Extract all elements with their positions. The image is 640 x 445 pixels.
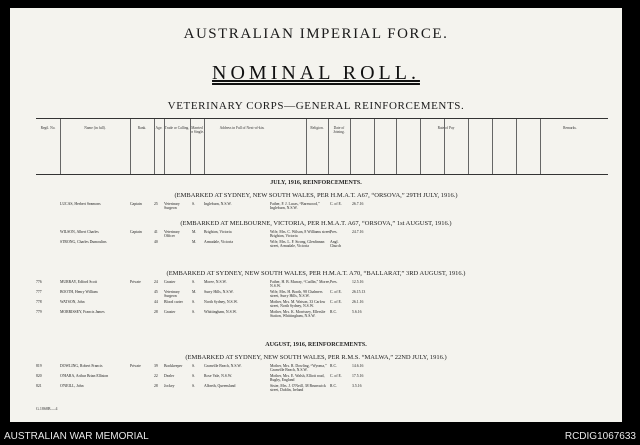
cell-age: 25 xyxy=(154,202,158,206)
cell-address: Granville Beach, N.S.W. xyxy=(204,364,242,368)
col-divider xyxy=(60,119,61,174)
col-divider xyxy=(540,119,541,174)
cell-married-single: S. xyxy=(192,384,196,388)
cell-date-joining: 5.6.16 xyxy=(352,310,362,314)
form-number: G.1868B.—4 xyxy=(36,406,58,411)
col-divider xyxy=(420,119,421,174)
section-heading-july: JULY, 1916, REINFORCEMENTS. xyxy=(270,180,362,186)
table-row xyxy=(36,384,608,393)
cell-age: 40 xyxy=(154,240,158,244)
table-row xyxy=(36,230,608,239)
cell-married-single: M. xyxy=(192,240,197,244)
cell-name: MURRAY, Edford Scott xyxy=(60,280,98,284)
cell-trade: Jockey xyxy=(164,384,175,388)
cell-trade: Grazier xyxy=(164,310,176,314)
cell-regtl-no: 777 xyxy=(36,290,42,294)
cell-age: 41 xyxy=(154,230,158,234)
cell-address: Albreth, Queensland xyxy=(204,384,236,388)
col-divider xyxy=(154,119,155,174)
col-header-name: Name (in full). xyxy=(84,126,106,130)
cell-religion: R.C. xyxy=(330,384,337,388)
col-divider xyxy=(468,119,469,174)
cell-date-joining: 24.7.16 xyxy=(352,230,364,234)
cell-married-single: S. xyxy=(192,300,196,304)
cell-address: Whittingham, N.S.W. xyxy=(204,310,237,314)
cell-married-single: S. xyxy=(192,374,196,378)
cell-next-of-kin: Mother, Mrs. R. Dowling, “Wyoma,” Granville Beach, N.S.W. xyxy=(270,364,327,373)
table-row xyxy=(36,300,608,309)
cell-next-of-kin: Sister, Mrs. J. O'Neill, 38 Brunswick street, Dublin, Ireland xyxy=(270,384,326,393)
cell-address: Surry Hills, N.S.W. xyxy=(204,290,234,294)
col-header-address: Address in Full of Next-of-kin. xyxy=(219,126,265,130)
cell-regtl-no: 776 xyxy=(36,280,42,284)
cell-name: O'NEILL, John xyxy=(60,384,84,388)
cell-religion: Pres. xyxy=(330,230,338,234)
section-heading-august: AUGUST, 1916, REINFORCEMENTS. xyxy=(265,342,367,348)
embarkation-heading: (EMBARKED AT SYDNEY, NEW SOUTH WALES, PER R.M.S. “MALWA,” 22ND JULY, 1916.) xyxy=(185,354,447,361)
cell-name: LUCAS, Herbert Seamons xyxy=(60,202,101,206)
cell-trade: Bookkeeper xyxy=(164,364,183,368)
cell-date-joining: 26.1.16 xyxy=(352,300,364,304)
col-header-regtl-no: Regtl. No. xyxy=(40,126,56,130)
cell-rank: Captain xyxy=(130,202,142,206)
table-row xyxy=(36,310,608,319)
col-header-age: Age. xyxy=(155,126,163,130)
cell-religion: C. of E. xyxy=(330,290,342,294)
col-divider xyxy=(190,119,191,174)
cell-next-of-kin: Wife, Mrs. H. Booth, 98 Chalmers street, Surry Hills, N.S.W. xyxy=(270,290,323,299)
cell-next-of-kin: Mother, Mrs. E. Walsh, Elliott road, Rugby, England xyxy=(270,374,325,383)
cell-married-single: M. xyxy=(192,230,197,234)
cell-next-of-kin: Mother, Mrs. M. Watson, 33 Carlow street, North Sydney, N.S.W. xyxy=(270,300,326,309)
cell-address: Armadale, Victoria xyxy=(204,240,234,244)
cell-age: 28 xyxy=(154,384,158,388)
cell-religion: R.C. xyxy=(330,310,337,314)
col-divider xyxy=(328,119,329,174)
col-divider xyxy=(164,119,165,174)
col-header-religion: Religion. xyxy=(310,126,324,130)
cell-name: WILSON, Albert Charles xyxy=(60,230,99,234)
cell-married-single: S. xyxy=(192,364,196,368)
table-row xyxy=(36,280,608,289)
cell-address: Rose Vale, N.S.W. xyxy=(204,374,233,378)
cell-address: North Sydney, N.S.W. xyxy=(204,300,238,304)
cell-rank: Private xyxy=(130,280,141,284)
cell-address: Ingleburn, N.S.W. xyxy=(204,202,232,206)
cell-name: STRONG, Charles Dumoulins xyxy=(60,240,107,244)
document-subtitle: NOMINAL ROLL. xyxy=(212,62,420,84)
cell-age: 22 xyxy=(154,374,158,378)
cell-trade: Veterinary Surgeon xyxy=(164,202,180,211)
archive-record-id: RCDIG1067633 xyxy=(564,431,636,442)
cell-name: DOWLING, Robert Francis xyxy=(60,364,103,368)
table-top-rule xyxy=(36,118,608,119)
col-divider xyxy=(374,119,375,174)
col-divider xyxy=(130,119,131,174)
cell-rank: Private xyxy=(130,364,141,368)
cell-address: Brighton, Victoria xyxy=(204,230,232,234)
cell-rank: Captain xyxy=(130,230,142,234)
cell-age: 24 xyxy=(154,280,158,284)
document-title: AUSTRALIAN IMPERIAL FORCE. xyxy=(183,26,449,42)
cell-religion: Pres. xyxy=(330,280,338,284)
table-header-rule xyxy=(36,174,608,175)
col-header-date-joining: Date of Joining. xyxy=(333,126,345,135)
table-row xyxy=(36,290,608,299)
archive-name: AUSTRALIAN WAR MEMORIAL xyxy=(4,431,149,442)
cell-age: 28 xyxy=(154,310,158,314)
cell-next-of-kin: Wife, Mrs. L. F. Strong, Glenfinnan street, Armadale, Victoria xyxy=(270,240,325,249)
cell-next-of-kin: Mother, Mrs. K. Morrissey, Ellerslie Station, Whittingham, N.S.W. xyxy=(270,310,326,319)
col-header-married-single: Married or Single. xyxy=(190,126,204,135)
col-header-trade: Trade or Calling. xyxy=(164,126,190,130)
nominal-roll-page xyxy=(10,8,622,422)
cell-married-single: S. xyxy=(192,202,196,206)
cell-regtl-no: 820 xyxy=(36,374,42,378)
cell-regtl-no: 779 xyxy=(36,310,42,314)
table-row xyxy=(36,374,608,383)
cell-age: 39 xyxy=(154,364,158,368)
cell-date-joining: 26.7.16 xyxy=(352,202,364,206)
cell-religion: C. of E. xyxy=(330,300,342,304)
cell-name: BOOTH, Henry William xyxy=(60,290,98,294)
col-divider xyxy=(350,119,351,174)
cell-trade: Veterinary Officer xyxy=(164,230,180,239)
cell-trade: Blood carter xyxy=(164,300,183,304)
cell-religion: C. of E. xyxy=(330,202,342,206)
col-divider xyxy=(516,119,517,174)
cell-age: 44 xyxy=(154,300,158,304)
col-divider xyxy=(204,119,205,174)
cell-date-joining: 14.6.16 xyxy=(352,364,364,368)
cell-next-of-kin: Wife, Mrs. C. Wilson, 8 Williams street, Brighton, Victoria xyxy=(270,230,332,239)
cell-age: 45 xyxy=(154,290,158,294)
cell-name: WATSON, John xyxy=(60,300,85,304)
cell-next-of-kin: Father, H. B. Murray, “Cudlin,” Moree, N.S.W. xyxy=(270,280,331,289)
table-row xyxy=(36,202,608,211)
cell-religion: Angl. Church xyxy=(330,240,342,249)
embarkation-heading: (EMBARKED AT SYDNEY, NEW SOUTH WALES, PER H.M.A.T. A70, “BALLARAT,” 3RD AUGUST, 1916.) xyxy=(166,270,466,277)
embarkation-heading: (EMBARKED AT SYDNEY, NEW SOUTH WALES, PER H.M.A.T. A67, “ORSOVA,” 29TH JULY, 1916.) xyxy=(174,192,458,199)
col-divider xyxy=(492,119,493,174)
unit-heading: VETERINARY CORPS—GENERAL REINFORCEMENTS. xyxy=(167,100,465,112)
table-row xyxy=(36,240,608,249)
cell-married-single: M. xyxy=(192,290,197,294)
table-row xyxy=(36,364,608,373)
cell-next-of-kin: Father, F. J. Lucas, “Barnwood,” Ingleburn, N.S.W. xyxy=(270,202,320,211)
cell-date-joining: 26.15.13 xyxy=(352,290,366,294)
cell-regtl-no: 819 xyxy=(36,364,42,368)
col-divider xyxy=(396,119,397,174)
col-header-remarks: Remarks. xyxy=(563,126,577,130)
cell-trade: Veterinary Surgeon xyxy=(164,290,180,299)
cell-date-joining: 3.5.16 xyxy=(352,384,362,388)
cell-name: O'HARA, Arthur Brian Elliston xyxy=(60,374,109,378)
cell-religion: R.C. xyxy=(330,364,337,368)
col-divider xyxy=(306,119,307,174)
archive-footer xyxy=(0,426,640,445)
embarkation-heading: (EMBARKED AT MELBOURNE, VICTORIA, PER H.M.A.T. A67, “ORSOVA,” 1st AUGUST, 1916.) xyxy=(180,220,452,227)
cell-regtl-no: 778 xyxy=(36,300,42,304)
cell-date-joining: 17.5.16 xyxy=(352,374,364,378)
cell-name: MORRISSEY, Francis James xyxy=(60,310,105,314)
col-header-rate-of-pay: Rate of Pay xyxy=(437,126,455,130)
cell-married-single: S. xyxy=(192,280,196,284)
cell-regtl-no: 821 xyxy=(36,384,42,388)
cell-address: Moree, N.S.W. xyxy=(204,280,227,284)
cell-married-single: S. xyxy=(192,310,196,314)
col-header-rank: Rank. xyxy=(137,126,147,130)
col-divider xyxy=(444,119,445,174)
cell-date-joining: 12.5.16 xyxy=(352,280,364,284)
cell-trade: Grazier xyxy=(164,280,176,284)
cell-trade: Dealer xyxy=(164,374,175,378)
cell-religion: C. of E. xyxy=(330,374,342,378)
